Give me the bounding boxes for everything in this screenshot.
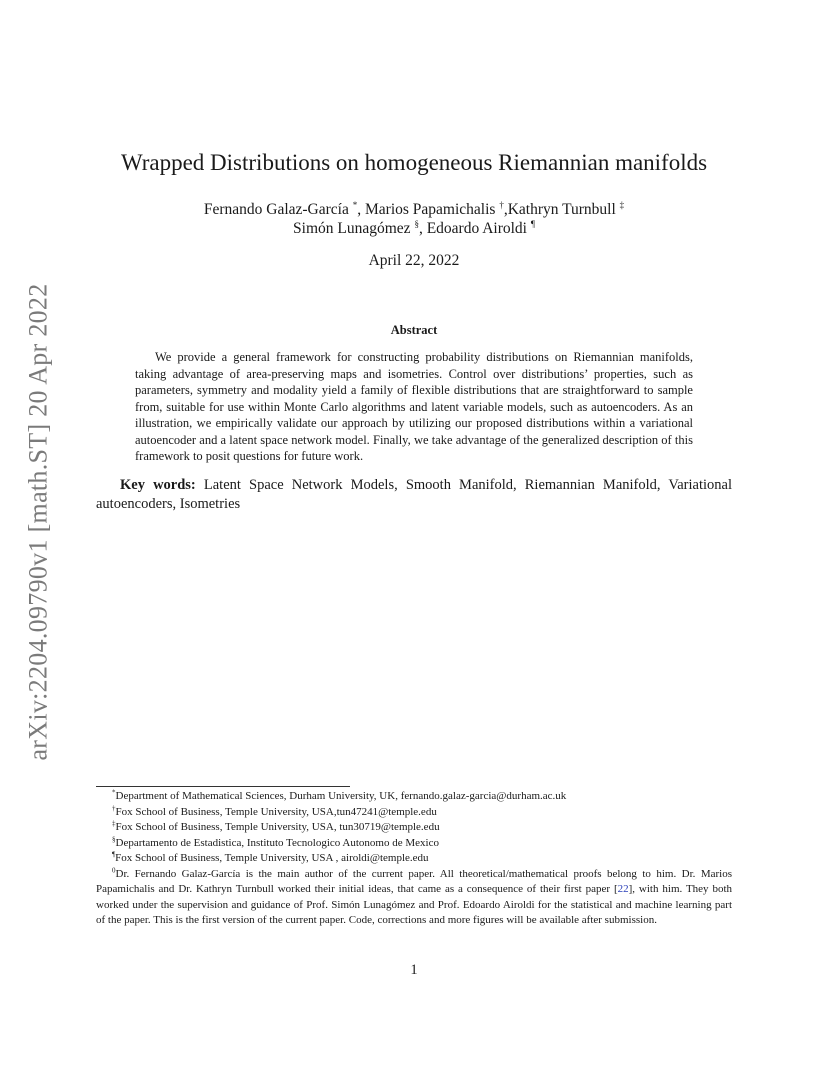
keywords-paragraph [96,476,732,514]
footnotes [96,789,732,929]
footnote-text: Fox School of Business, Temple University, USA, tun30719@temple.edu [115,821,440,833]
author-footnote-mark[interactable]: * [352,199,358,210]
author-separator: , [503,201,508,218]
keywords-text: Latent Space Network Models, Smooth Manifold, Riemannian Manifold, Variational autoencoders, Isometries [96,477,732,512]
footnote-mark: † [112,803,116,812]
footnote-text: Fox School of Business, Temple University, USA , airoldi@temple.edu [115,852,429,864]
footnote-text: ], with him. They both worked under the supervision and guidance of Prof. Simón Lunagómez and Prof. Edoardo Airoldi for the statistical and machine learning part of the paper. This is the first version of the current paper. Code, corrections and more figures will be available after submission. [96,883,733,926]
author-name: Edoardo Airoldi [426,220,527,237]
keywords-label: Key words: [120,477,196,493]
author-footnote-mark[interactable]: ‡ [619,199,625,210]
author-line-2 [0,219,828,238]
author-footnote-mark[interactable]: § [414,218,419,229]
author-name: Kathryn Turnbull [507,201,616,218]
footnote-mark: ¶ [112,850,116,859]
page-number: 1 [410,962,418,978]
footnote-mark: § [112,834,116,843]
abstract-body: We provide a general framework for constructing probability distributions on Riemannian manifolds, taking advantage of area-preserving maps and isometries. Control over distributions’ properties, such as parameters, symmetry and modality yield a family of flexible distributions that are straightforward to sample from, suitable for use within Monte Carlo algorithms and latent variable models, such as autoencoders. As an illustration, we empirically validate our approach by utilizing our proposed distributions within a variational autoencoder and a latent space network model. Finally, we take advantage of the generalized description of this framework to posit questions for future work. [135,350,693,463]
footnote-item [96,820,732,836]
author-footnote-mark[interactable]: † [499,199,504,210]
footnote-text: Department of Mathematical Sciences, Durham University, UK, fernando.galaz-garcia@durham.ac.uk [115,790,567,802]
footnote-text: Fox School of Business, Temple University, USA,tun47241@temple.edu [115,805,437,818]
author-separator: , [357,201,365,218]
paper-title: Wrapped Distributions on homogeneous Riemannian manifolds [120,150,708,175]
authorship-footnote [96,867,732,929]
citation-link[interactable]: 22 [617,883,629,895]
footnote-item [96,805,732,821]
footnote-text: Departamento de Estadistica, Instituto Tecnologico Autonomo de Mexico [115,836,439,849]
footnote-mark: ‡ [112,819,116,828]
author-name: Simón Lunagómez [293,220,411,237]
author-separator: , [418,220,427,237]
footnote-item [96,789,732,805]
author-name: Fernando Galaz-García [203,201,349,218]
footnote-mark: 0 [112,865,116,874]
author-footnote-mark[interactable]: ¶ [530,218,535,229]
footnote-item [96,851,732,867]
publication-date: April 22, 2022 [368,252,460,269]
footnote-item [96,836,732,852]
footnote-mark: * [112,788,116,797]
author-line-1 [0,200,828,219]
footnote-divider [96,786,350,787]
arxiv-stamp-text: arXiv:2204.09790v1 [math.ST] 20 Apr 2022 [24,283,54,761]
footnote-text: Dr. Fernando Galaz-García is the main author of the current paper. All theoretical/mathematical proofs belong to him. Dr. Marios Papamichalis and Dr. Kathryn Turnbull worked their initial ideas, that came as a consequence of their first paper [ [96,867,732,895]
arxiv-identifier-stamp [14,272,64,772]
abstract-heading: Abstract [390,323,438,337]
author-list [0,200,828,238]
author-name: Marios Papamichalis [365,201,496,218]
